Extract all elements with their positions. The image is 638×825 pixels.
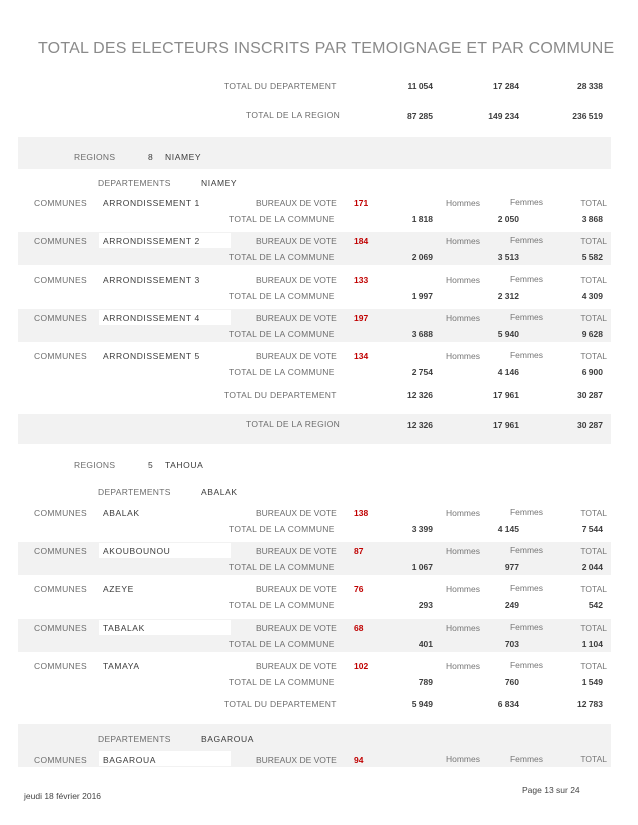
value-total: 1 104 [581,638,603,649]
femmes-header: Femmes [509,273,543,284]
value-femmes: 5 940 [497,328,519,339]
total-commune-label: TOTAL DE LA COMMUNE [229,252,335,263]
bureaux-count: 87 [354,546,364,557]
page-title: TOTAL DES ELECTEURS INSCRITS PAR TEMOIGNAGE ET PAR COMMUNE [38,40,615,57]
hommes-header: Hommes [445,584,480,595]
footer-page: Page 13 sur 24 [522,785,580,795]
value-total: 542 [588,600,603,611]
commune-name: BAGAROUA [103,755,156,765]
total-commune-label: TOTAL DE LA COMMUNE [229,290,335,301]
departements-label: DEPARTEMENTS [98,178,171,188]
bureaux-label: BUREAUX DE VOTE [256,351,337,362]
total-commune-label: TOTAL DE LA COMMUNE [229,367,335,378]
value-total: 3 868 [581,214,603,224]
communes-label: COMMUNES [34,584,87,595]
value-femmes: 2 312 [497,290,519,301]
total-departement-label: TOTAL DU DEPARTEMENT [224,390,337,400]
value-hommes: 2 069 [411,252,433,263]
femmes-header: Femmes [509,197,543,207]
hommes-header: Hommes [445,660,480,671]
total-header: TOTAL [580,508,607,518]
bureaux-label: BUREAUX DE VOTE [256,755,337,765]
value-hommes: 2 754 [411,367,433,378]
commune-name: ARRONDISSEMENT 2 [103,236,200,247]
communes-label: COMMUNES [34,274,87,285]
total-commune-label: TOTAL DE LA COMMUNE [229,524,335,534]
departement-name: BAGAROUA [201,734,254,744]
departements-label: DEPARTEMENTS [98,734,171,744]
communes-label: COMMUNES [34,546,87,557]
value-total: 28 338 [577,81,603,91]
value-total: 2 044 [581,562,603,573]
commune-name: ARRONDISSEMENT 4 [103,312,200,323]
femmes-header: Femmes [509,621,543,632]
hommes-header: Hommes [445,546,480,557]
total-header: TOTAL [580,754,607,764]
departement-name: ABALAK [201,487,238,497]
total-header: TOTAL [580,198,607,208]
total-commune-label: TOTAL DE LA COMMUNE [229,600,335,611]
commune-name: AKOUBOUNOU [103,546,171,557]
value-hommes: 12 326 [407,420,433,430]
femmes-header: Femmes [509,583,543,594]
value-femmes: 249 [504,600,519,611]
bureaux-label: BUREAUX DE VOTE [256,274,337,285]
communes-label: COMMUNES [34,622,87,633]
value-femmes: 703 [504,638,519,649]
value-total: 12 783 [577,699,603,709]
value-hommes: 3 399 [411,524,433,534]
total-header: TOTAL [580,584,607,595]
total-header: TOTAL [580,236,607,247]
communes-label: COMMUNES [34,351,87,362]
communes-label: COMMUNES [34,660,87,671]
regions-label: REGIONS [74,460,116,470]
hommes-header: Hommes [445,622,480,633]
total-region-label: TOTAL DE LA REGION [246,110,341,120]
footer-date: jeudi 18 février 2016 [24,791,102,801]
value-femmes: 6 834 [497,699,519,709]
femmes-header: Femmes [509,754,543,764]
hommes-header: Hommes [445,274,480,285]
value-femmes: 2 050 [497,214,519,224]
region-number: 8 [148,152,154,162]
total-region-label: TOTAL DE LA REGION [246,419,341,429]
commune-name: TABALAK [103,622,145,633]
bureaux-count: 134 [354,351,369,362]
value-femmes: 17 284 [493,81,519,91]
value-total: 30 287 [577,390,603,400]
value-femmes: 17 961 [493,390,519,400]
communes-label: COMMUNES [34,508,87,518]
commune-name: AZEYE [103,584,134,595]
regions-label: REGIONS [74,152,116,162]
value-total: 7 544 [581,524,603,534]
bureaux-label: BUREAUX DE VOTE [256,584,337,595]
total-header: TOTAL [580,351,607,362]
value-total: 9 628 [581,328,603,339]
total-header: TOTAL [580,660,607,671]
value-total: 6 900 [581,367,603,378]
value-femmes: 4 146 [497,367,519,378]
bureaux-label: BUREAUX DE VOTE [256,198,337,208]
value-hommes: 11 054 [407,81,433,91]
bureaux-count: 76 [354,584,364,595]
total-departement-label: TOTAL DU DEPARTEMENT [224,699,337,709]
value-total: 1 549 [581,676,603,687]
hommes-header: Hommes [445,754,480,764]
total-departement-label: TOTAL DU DEPARTEMENT [224,81,337,91]
region-name: NIAMEY [165,152,202,162]
communes-label: COMMUNES [34,312,87,323]
femmes-header: Femmes [509,659,543,670]
bureaux-count: 133 [354,274,369,285]
bureaux-count: 171 [354,198,369,208]
commune-name: TAMAYA [103,660,140,671]
value-hommes: 1 818 [411,214,433,224]
communes-label: COMMUNES [34,236,87,247]
total-header: TOTAL [580,622,607,633]
total-header: TOTAL [580,546,607,557]
hommes-header: Hommes [445,312,480,323]
bureaux-count: 197 [354,312,369,323]
value-total: 30 287 [577,420,603,430]
bureaux-label: BUREAUX DE VOTE [256,660,337,671]
value-hommes: 1 997 [411,290,433,301]
bureaux-count: 184 [354,236,369,247]
bureaux-count: 102 [354,660,369,671]
commune-name: ARRONDISSEMENT 5 [103,351,200,362]
communes-label: COMMUNES [34,198,87,208]
value-hommes: 293 [418,600,433,611]
femmes-header: Femmes [509,545,543,556]
bureaux-label: BUREAUX DE VOTE [256,546,337,557]
value-hommes: 5 949 [411,699,433,709]
bureaux-label: BUREAUX DE VOTE [256,236,337,247]
value-hommes: 789 [418,676,433,687]
value-femmes: 760 [504,676,519,687]
value-femmes: 17 961 [493,420,519,430]
bureaux-count: 138 [354,508,369,518]
commune-name: ABALAK [103,508,140,518]
departements-label: DEPARTEMENTS [98,487,171,497]
total-commune-label: TOTAL DE LA COMMUNE [229,676,335,687]
bureaux-count: 94 [354,755,364,765]
value-hommes: 3 688 [411,328,433,339]
total-header: TOTAL [580,312,607,323]
value-femmes: 4 145 [497,524,519,534]
hommes-header: Hommes [445,508,480,518]
hommes-header: Hommes [445,236,480,247]
value-total: 236 519 [572,111,603,121]
hommes-header: Hommes [445,351,480,362]
value-total: 5 582 [581,252,603,263]
value-hommes: 1 067 [411,562,433,573]
commune-name: ARRONDISSEMENT 3 [103,274,200,285]
total-commune-label: TOTAL DE LA COMMUNE [229,562,335,573]
bureaux-label: BUREAUX DE VOTE [256,622,337,633]
communes-label: COMMUNES [34,755,87,765]
total-commune-label: TOTAL DE LA COMMUNE [229,638,335,649]
value-femmes: 149 234 [488,111,519,121]
femmes-header: Femmes [509,235,543,246]
region-number: 5 [148,460,154,470]
value-hommes: 12 326 [407,390,433,400]
bureaux-label: BUREAUX DE VOTE [256,508,337,518]
femmes-header: Femmes [509,350,543,361]
femmes-header: Femmes [509,311,543,322]
total-header: TOTAL [580,274,607,285]
hommes-header: Hommes [445,198,480,208]
region-name: TAHOUA [165,460,204,470]
value-hommes: 401 [418,638,433,649]
value-femmes: 977 [504,562,519,573]
bureaux-count: 68 [354,622,364,633]
commune-name: ARRONDISSEMENT 1 [103,198,200,208]
departement-name: NIAMEY [201,178,238,188]
total-commune-label: TOTAL DE LA COMMUNE [229,214,335,224]
bureaux-label: BUREAUX DE VOTE [256,312,337,323]
value-hommes: 87 285 [407,111,433,121]
total-commune-label: TOTAL DE LA COMMUNE [229,328,335,339]
value-total: 4 309 [581,290,603,301]
value-femmes: 3 513 [497,252,519,263]
femmes-header: Femmes [509,507,543,517]
